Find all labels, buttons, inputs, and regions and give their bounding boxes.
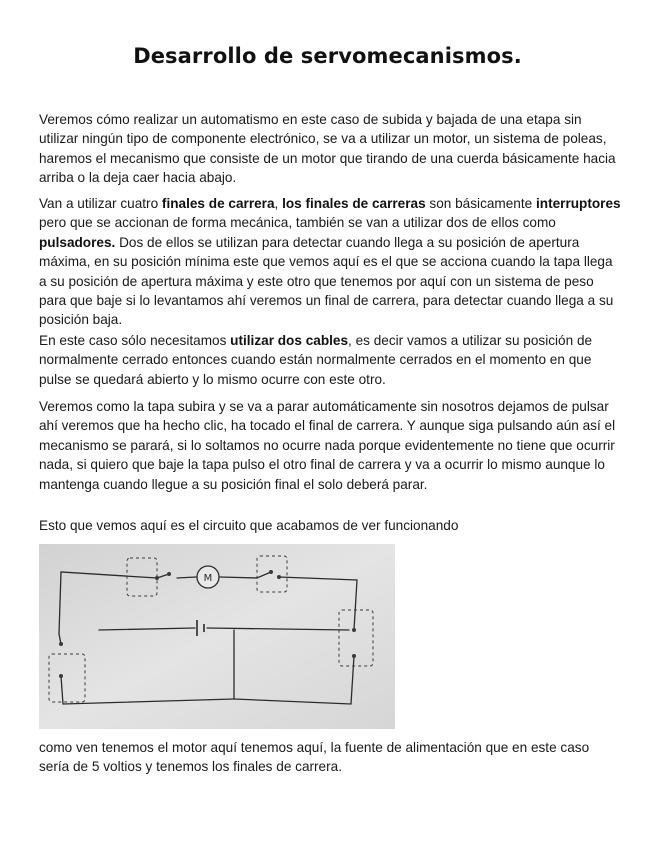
circuit-drawing [39,544,395,729]
text-run: pero que se accionan de forma mecánica, también se van a utilizar dos de ellos como [39,215,556,231]
text-run: , [274,196,283,211]
text-run: En este caso sólo necesitamos [39,333,231,348]
text-run: , es decir vamos a utilizar su posición de normalmente cerrado entonces cuando están normalmente cerrados en el momento en que pulse se quedará abierto y lo mismo ocurre con este otro. [39,333,593,387]
document-title: Desarrollo de servomecanismos. [133,44,522,68]
text-run: Dos de ellos se utilizan para detectar cuando llega a su posición de apertura máxima, en su posición mínima este que vemos aquí es el que se acciona cuando la tapa llega a su posición de apertura máxima y este otro que tenemos por aquí con un sistema de peso para que baje si lo levantamos ahí veremos un final de carrera, para detectar cuando llega a su posición baja. [39,234,614,328]
bold-term-utilizar-dos-cables: utilizar dos cables [230,333,349,348]
bold-term-los-finales: los finales de carreras [282,196,426,211]
text-run: son básicamente [425,196,536,211]
motor-label: M [203,573,213,584]
paragraph-intro: Veremos cómo realizar un automatismo en este caso de subida y bajada de una etapa sin utilizar ningún tipo de componente electrónico, se va a utilizar un motor, un sistema de poleas, haremos el mecanismo que consiste de un motor que tirando de una cuerda básicamente hacia arriba o la deja caer hacia abajo. [39,112,616,186]
paragraph-operation: Veremos como la tapa subira y se va a parar automáticamente sin nosotros dejamos de pulsar ahí veremos que ha hecho clic, ha tocado el final de carrera. Y aunque siga pulsando aún así el mecanismo se parará, si lo soltamos no ocurre nada porque evidentemente no tiene que ocurrir nada, si quiero que baje la tapa pulso el otro final de carrera y va a ocurrir lo mismo aunque lo mantenga cuando llegue a su posición final el solo deberá parar. [39,399,616,492]
bold-term-pulsadores: pulsadores. [39,234,116,250]
circuit-photo [39,544,395,729]
bold-term-interruptores: interruptores [535,196,621,211]
bold-term-finales-de-carrera: finales de carrera [161,196,275,211]
paragraph-closing: como ven tenemos el motor aquí tenemos aquí, la fuente de alimentación que en este caso sería de 5 voltios y tenemos los finales de carrera. [39,740,590,775]
motor-symbol [197,566,219,588]
text-run: Van a utilizar cuatro [39,196,162,211]
paragraph-two-cables [39,331,621,389]
paragraph-limit-switches [39,194,621,330]
paragraph-circuit-intro: Esto que vemos aquí es el circuito que acabamos de ver funcionando [39,518,459,533]
